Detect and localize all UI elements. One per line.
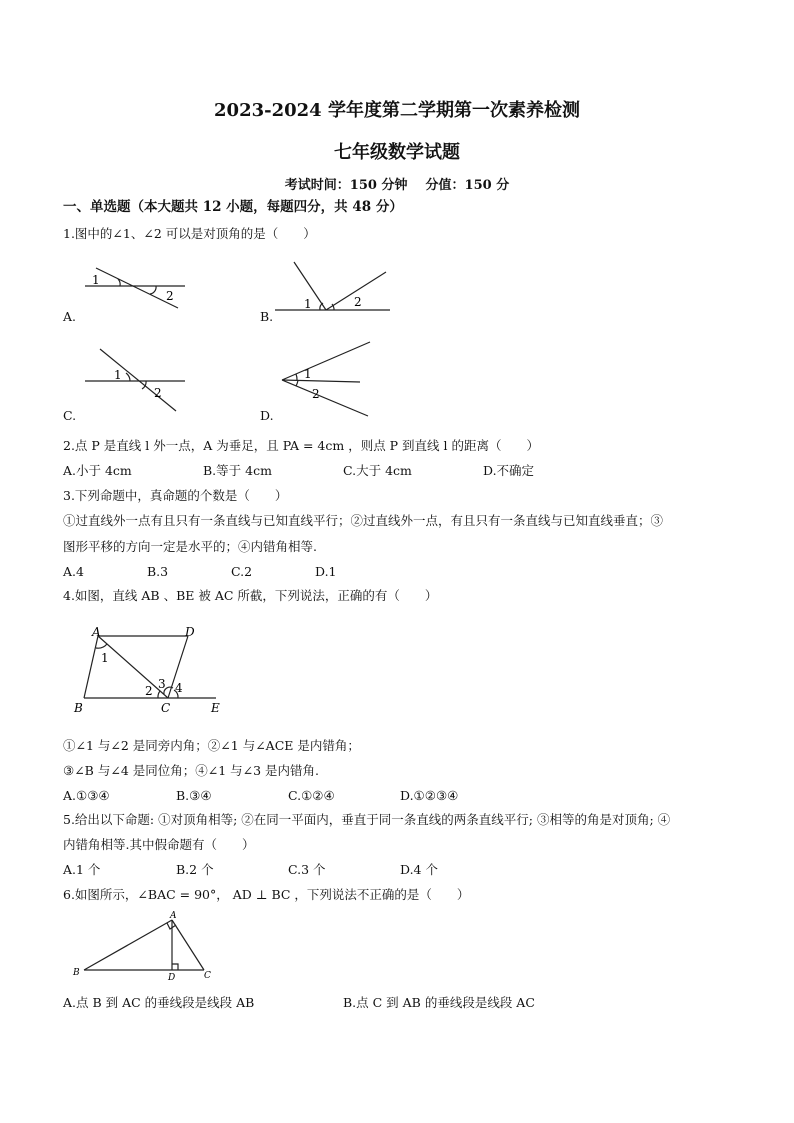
angle-2-label: 2 [312, 387, 320, 401]
q1-figure-c [80, 345, 200, 415]
vertex-e-label: E [211, 701, 220, 715]
q1-stem: 1.图中的∠1、∠2 可以是对顶角的是（ ） [63, 226, 316, 241]
q3-option-c: C.2 [231, 564, 253, 579]
vertex-c-label: C [161, 701, 171, 715]
q1-figure-a [80, 262, 200, 312]
q1-option-b: B. [260, 309, 274, 324]
angle-4-label: 4 [175, 681, 183, 695]
q2-option-c: C.大于 4cm [343, 463, 412, 478]
angle-1-label: 1 [304, 297, 312, 311]
section-heading: 一、单选题（本大题共 12 小题，每题四分，共 48 分） [63, 199, 403, 215]
exam-info: 考试时间：150 分钟 分值：150 分 [284, 178, 510, 193]
q1-figure-d [276, 338, 386, 418]
angle-1-label: 1 [101, 651, 109, 665]
q5-option-b: B.2 个 [176, 862, 214, 877]
q4-statement-line2: ③∠B 与∠4 是同位角；④∠1 与∠3 是内错角. [63, 763, 320, 778]
vertex-d-label: D [185, 625, 195, 639]
q3-statement-line2: 图形平移的方向一定是水平的；④内错角相等. [63, 539, 317, 554]
q4-option-c: C.①②④ [288, 788, 335, 803]
angle-1-label: 1 [92, 273, 100, 287]
q3-statement-line1: ①过直线外一点有且只有一条直线与已知直线平行；②过直线外一点，有且只有一条直线与已知直线垂直；③ [63, 513, 664, 528]
exam-title: 2023-2024 学年度第二学期第一次素养检测 [214, 100, 580, 121]
q3-option-b: B.3 [147, 564, 169, 579]
q3-option-a: A.4 [63, 564, 84, 579]
angle-2-label: 2 [154, 386, 162, 400]
q1-option-a: A. [63, 309, 77, 324]
q4-stem: 4.如图，直线 AB 、BE 被 AC 所截，下列说法，正确的有（ ） [63, 588, 438, 603]
angle-1-label: 1 [114, 368, 122, 382]
q5-option-a: A.1 个 [63, 862, 101, 877]
q4-option-a: A.①③④ [63, 788, 110, 803]
q1-option-c: C. [63, 408, 77, 423]
q5-option-c: C.3 个 [288, 862, 326, 877]
q4-statement-line1: ①∠1 与∠2 是同旁内角；②∠1 与∠ACE 是内错角； [63, 738, 360, 753]
q6-option-a: A.点 B 到 AC 的垂线段是线段 AB [63, 995, 255, 1010]
vertex-c-label: C [204, 971, 211, 981]
exam-subtitle: 七年级数学试题 [334, 142, 460, 163]
vertex-d-label: D [168, 973, 176, 983]
q4-figure [70, 622, 240, 717]
vertex-a-label: A [170, 911, 177, 921]
angle-2-label: 2 [354, 295, 362, 309]
q3-option-d: D.1 [315, 564, 337, 579]
q2-stem: 2.点 P 是直线 l 外一点，A 为垂足，且 PA = 4cm ，则点 P 到直线 l 的距离（ ） [63, 438, 539, 453]
q5-stem: 5.给出以下命题: ①对顶角相等; ②在同一平面内，垂直于同一条直线的两条直线平行; ③相等的角是对顶角; ④ [63, 812, 671, 827]
q6-figure [70, 912, 220, 982]
angle-2-label: 2 [145, 684, 153, 698]
q2-option-d: D.不确定 [483, 463, 535, 478]
q4-option-b: B.③④ [176, 788, 212, 803]
q3-stem: 3.下列命题中，真命题的个数是（ ） [63, 488, 288, 503]
q1-figure-b [270, 258, 400, 318]
q5-option-d: D.4 个 [400, 862, 438, 877]
vertex-b-label: B [73, 968, 80, 978]
angle-3-label: 3 [158, 677, 166, 691]
q5-stem-line2: 内错角相等.其中假命题有（ ） [63, 837, 255, 852]
vertex-b-label: B [74, 701, 83, 715]
q4-option-d: D.①②③④ [400, 788, 459, 803]
q2-option-a: A.小于 4cm [63, 463, 132, 478]
q2-option-b: B.等于 4cm [203, 463, 272, 478]
angle-1-label: 1 [304, 367, 312, 381]
q1-option-d: D. [260, 408, 274, 423]
vertex-a-label: A [92, 625, 101, 639]
q6-stem: 6.如图所示，∠BAC = 90°， AD ⊥ BC ，下列说法不正确的是（ ） [63, 887, 470, 902]
angle-2-label: 2 [166, 289, 174, 303]
q6-option-b: B.点 C 到 AB 的垂线段是线段 AC [343, 995, 535, 1010]
